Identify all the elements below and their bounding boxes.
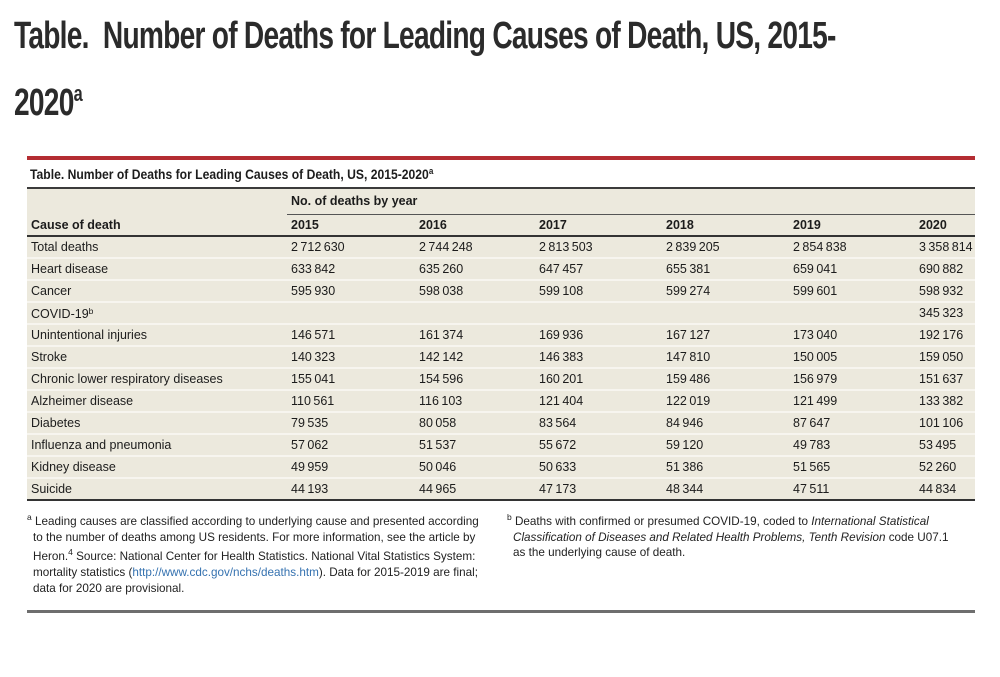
value-cell: 167 127 <box>662 324 789 346</box>
value-cell: 659 041 <box>789 258 915 280</box>
value-cell: 122 019 <box>662 390 789 412</box>
value-cell: 2 813 503 <box>535 236 662 258</box>
reference-4-superscript: 4 <box>68 547 73 558</box>
value-cell: 146 383 <box>535 346 662 368</box>
icd-classification-title: International Statistical Classification of Diseases and Related Health Problems, Tenth Revision <box>513 514 929 544</box>
value-cell <box>789 302 915 324</box>
deaths-table <box>27 189 975 501</box>
table-row <box>27 302 975 324</box>
value-cell: 83 564 <box>535 412 662 434</box>
value-cell: 173 040 <box>789 324 915 346</box>
column-group-row <box>27 189 975 214</box>
value-cell: 159 486 <box>662 368 789 390</box>
value-cell: 140 323 <box>287 346 415 368</box>
table-row <box>27 390 975 412</box>
value-cell: 51 386 <box>662 456 789 478</box>
value-cell: 192 176 <box>915 324 975 346</box>
value-cell: 635 260 <box>415 258 535 280</box>
value-cell <box>287 302 415 324</box>
cause-cell: Alzheimer disease <box>27 390 287 412</box>
value-cell: 121 404 <box>535 390 662 412</box>
cause-cell: Heart disease <box>27 258 287 280</box>
table-row <box>27 456 975 478</box>
value-cell: 59 120 <box>662 434 789 456</box>
value-cell <box>535 302 662 324</box>
value-cell: 79 535 <box>287 412 415 434</box>
table-row <box>27 368 975 390</box>
table-body <box>27 236 975 500</box>
value-cell: 142 142 <box>415 346 535 368</box>
table-row <box>27 236 975 258</box>
value-cell: 159 050 <box>915 346 975 368</box>
column-group-header: No. of deaths by year <box>287 189 975 214</box>
cause-footnote-marker: b <box>88 305 94 316</box>
footnote-b-marker: b <box>507 512 512 522</box>
value-cell: 151 637 <box>915 368 975 390</box>
figure-bottom-border <box>27 610 975 613</box>
value-cell: 51 565 <box>789 456 915 478</box>
value-cell: 647 457 <box>535 258 662 280</box>
value-cell: 116 103 <box>415 390 535 412</box>
footnote-a: $^a$ Leading causes are classified according to underlying cause and presented according to the number of deaths among US residents. For more information, see the article by Heron.$^4$ Source: National Center for Health Statistics. National Vital Statistics System: mortality statistics (http://www.cdc.gov/nchs/deaths.htm). Data for 2015-2019 are final; data for 2020 are provisional. <box>27 512 479 595</box>
value-cell: 44 193 <box>287 478 415 500</box>
value-cell: 2 854 838 <box>789 236 915 258</box>
value-cell: 690 882 <box>915 258 975 280</box>
value-cell: 55 672 <box>535 434 662 456</box>
value-cell: 2 744 248 <box>415 236 535 258</box>
table-row <box>27 346 975 368</box>
value-cell: 53 495 <box>915 434 975 456</box>
table-row <box>27 478 975 500</box>
column-header-2020: 2020 <box>915 214 975 236</box>
value-cell: 57 062 <box>287 434 415 456</box>
value-cell: 2 712 630 <box>287 236 415 258</box>
cause-cell: Kidney disease <box>27 456 287 478</box>
value-cell: 2 839 205 <box>662 236 789 258</box>
value-cell: 49 959 <box>287 456 415 478</box>
cause-cell: Stroke <box>27 346 287 368</box>
value-cell: 155 041 <box>287 368 415 390</box>
value-cell: 595 930 <box>287 280 415 302</box>
column-header-2017: 2017 <box>535 214 662 236</box>
cause-cell: Cancer <box>27 280 287 302</box>
column-header-2019: 2019 <box>789 214 915 236</box>
value-cell: 633 842 <box>287 258 415 280</box>
column-header-row <box>27 214 975 236</box>
value-cell: 154 596 <box>415 368 535 390</box>
value-cell: 49 783 <box>789 434 915 456</box>
table-row <box>27 434 975 456</box>
value-cell: 47 511 <box>789 478 915 500</box>
cause-cell: Unintentional injuries <box>27 324 287 346</box>
cause-cell: Suicide <box>27 478 287 500</box>
value-cell: 598 038 <box>415 280 535 302</box>
table-figure <box>27 156 975 613</box>
table-row <box>27 324 975 346</box>
value-cell: 51 537 <box>415 434 535 456</box>
value-cell: 345 323 <box>915 302 975 324</box>
value-cell: 44 965 <box>415 478 535 500</box>
cause-cell: Total deaths <box>27 236 287 258</box>
table-row <box>27 280 975 302</box>
footnotes <box>27 501 975 597</box>
value-cell <box>415 302 535 324</box>
value-cell: 655 381 <box>662 258 789 280</box>
table-title: Table. Number of Deaths for Leading Causes of Death, US, 2015-2020$^a$ <box>27 160 975 189</box>
column-header-2016: 2016 <box>415 214 535 236</box>
page-title-line1: Table. Number of Deaths for Leading Causes of Death, US, 2015- <box>14 15 836 57</box>
value-cell: 44 834 <box>915 478 975 500</box>
cause-cell: Diabetes <box>27 412 287 434</box>
value-cell: 80 058 <box>415 412 535 434</box>
value-cell: 121 499 <box>789 390 915 412</box>
page-title-line2: 2020$^a$ <box>14 81 83 124</box>
column-header-2015: 2015 <box>287 214 415 236</box>
column-header-cause: Cause of death <box>27 214 287 236</box>
value-cell: 147 810 <box>662 346 789 368</box>
table-row <box>27 412 975 434</box>
cause-cell: Influenza and pneumonia <box>27 434 287 456</box>
cdc-nchs-link[interactable]: http://www.cdc.gov/nchs/deaths.htm <box>132 566 319 580</box>
value-cell: 50 633 <box>535 456 662 478</box>
value-cell: 146 571 <box>287 324 415 346</box>
value-cell: 161 374 <box>415 324 535 346</box>
value-cell: 156 979 <box>789 368 915 390</box>
value-cell: 3 358 814 <box>915 236 975 258</box>
value-cell: 50 046 <box>415 456 535 478</box>
value-cell: 133 382 <box>915 390 975 412</box>
page-title-footnote-marker: a <box>73 81 83 106</box>
value-cell: 598 932 <box>915 280 975 302</box>
footnote-a-marker: a <box>27 512 32 522</box>
table-title-footnote-marker: a <box>428 166 434 176</box>
value-cell: 110 561 <box>287 390 415 412</box>
column-header-2018: 2018 <box>662 214 789 236</box>
footnote-b: $^b$ Deaths with confirmed or presumed COVID-19, coded to International Statistical Classification of Diseases and Related Health Problems, Tenth Revision code U07.1 as the underlying cause of death. <box>507 512 949 560</box>
value-cell: 101 106 <box>915 412 975 434</box>
value-cell: 52 260 <box>915 456 975 478</box>
cause-cell: COVID-19$^b$ <box>27 302 287 324</box>
value-cell: 87 647 <box>789 412 915 434</box>
value-cell: 48 344 <box>662 478 789 500</box>
value-cell: 84 946 <box>662 412 789 434</box>
value-cell: 169 936 <box>535 324 662 346</box>
value-cell: 160 201 <box>535 368 662 390</box>
value-cell: 150 005 <box>789 346 915 368</box>
value-cell: 599 274 <box>662 280 789 302</box>
value-cell: 47 173 <box>535 478 662 500</box>
blank-header-cell <box>27 189 287 214</box>
value-cell: 599 601 <box>789 280 915 302</box>
page-title <box>14 8 1000 132</box>
cause-cell: Chronic lower respiratory diseases <box>27 368 287 390</box>
value-cell: 599 108 <box>535 280 662 302</box>
table-row <box>27 258 975 280</box>
value-cell <box>662 302 789 324</box>
